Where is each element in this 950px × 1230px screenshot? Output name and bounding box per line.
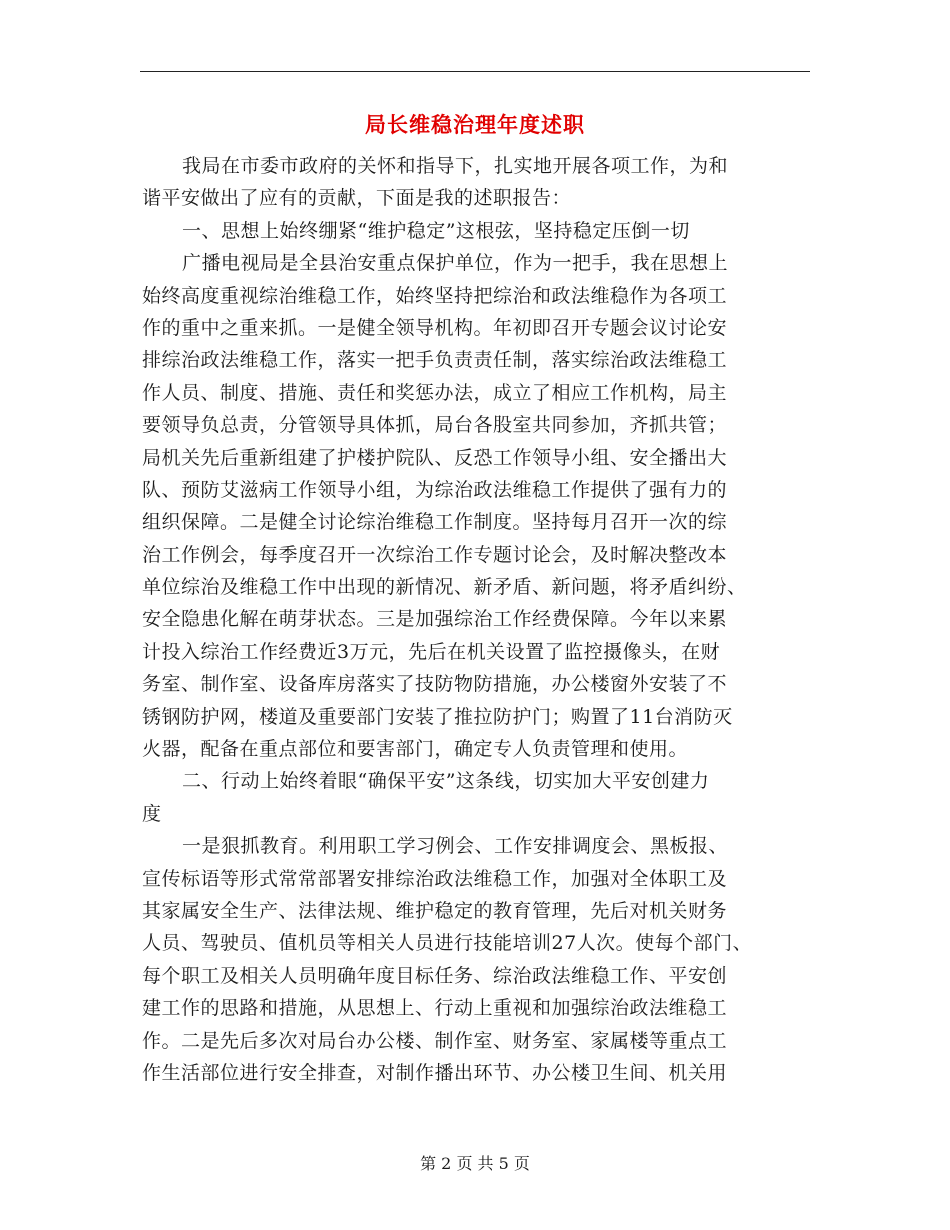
- paragraph-line: 人员、驾驶员、值机员等相关人员进行技能培训27人次。使每个部门、: [142, 932, 753, 955]
- paragraph-line: 谐平安做出了应有的贡献，下面是我的述职报告：: [142, 187, 572, 210]
- page-number-footer: 第 2 页 共 5 页: [420, 1154, 530, 1173]
- paragraph-line: 作的重中之重来抓。一是健全领导机构。年初即召开专题会议讨论安: [142, 316, 728, 339]
- paragraph-line: 计投入综治工作经费近3万元，先后在机关设置了监控摄像头，在财: [142, 640, 721, 663]
- section-heading-continuation: 度: [142, 802, 162, 825]
- paragraph-line: 队、预防艾滋病工作领导小组，为综治政法维稳工作提供了强有力的: [142, 478, 728, 501]
- document-body: [142, 150, 812, 1089]
- paragraph-line: 单位综治及维稳工作中出现的新情况、新矛盾、新问题，将矛盾纠纷、: [142, 576, 747, 599]
- paragraph-line: 安全隐患化解在萌芽状态。三是加强综治工作经费保障。今年以来累: [142, 608, 728, 631]
- paragraph-line: 局机关先后重新组建了护楼护院队、反恐工作领导小组、安全播出大: [142, 446, 728, 469]
- document-title: 局长维稳治理年度述职: [365, 112, 585, 137]
- section-heading: 二、行动上始终着眼“确保平安”这条线，切实加大平安创建力: [182, 770, 710, 793]
- paragraph-line: 我局在市委市政府的关怀和指导下，扎实地开展各项工作，为和: [182, 155, 729, 177]
- paragraph-line: 广播电视局是全县治安重点保护单位，作为一把手，我在思想上: [182, 252, 729, 275]
- paragraph-line: 宣传标语等形式常常部署安排综治政法维稳工作，加强对全体职工及: [142, 867, 728, 890]
- paragraph-line: 作。二是先后多次对局台办公楼、制作室、财务室、家属楼等重点工: [142, 1029, 728, 1052]
- paragraph-line: 锈钢防护网，楼道及重要部门安装了推拉防护门；购置了11台消防灭: [142, 705, 733, 728]
- paragraph-line: 火器，配备在重点部位和要害部门，确定专人负责管理和使用。: [142, 738, 689, 761]
- paragraph-line: 其家属安全生产、法律法规、维护稳定的教育管理，先后对机关财务: [142, 899, 728, 922]
- paragraph-line: 务室、制作室、设备库房落实了技防物防措施，办公楼窗外安装了不: [142, 673, 728, 696]
- paragraph-line: 组织保障。二是健全讨论综治维稳工作制度。坚持每月召开一次的综: [142, 511, 728, 534]
- paragraph-line: 一是狠抓教育。利用职工学习例会、工作安排调度会、黑板报、: [182, 835, 729, 858]
- paragraph-line: 作人员、制度、措施、责任和奖惩办法，成立了相应工作机构，局主: [142, 381, 728, 404]
- header-rule: [140, 71, 810, 72]
- paragraph-line: 作生活部位进行安全排查，对制作播出环节、办公楼卫生间、机关用: [142, 1061, 728, 1084]
- paragraph-line: 排综治政法维稳工作，落实一把手负责责任制，落实综治政法维稳工: [142, 349, 728, 372]
- paragraph-line: 始终高度重视综治维稳工作，始终坚持把综治和政法维稳作为各项工: [142, 284, 728, 307]
- section-heading: 一、思想上始终绷紧“维护稳定”这根弦，坚持稳定压倒一切: [182, 219, 690, 242]
- paragraph-line: 建工作的思路和措施，从思想上、行动上重视和加强综治政法维稳工: [142, 997, 728, 1020]
- paragraph-line: 每个职工及相关人员明确年度目标任务、综治政法维稳工作、平安创: [142, 964, 728, 987]
- paragraph-line: 要领导负总责，分管领导具体抓，局台各股室共同参加，齐抓共管；: [142, 414, 728, 437]
- paragraph-line: 治工作例会，每季度召开一次综治工作专题讨论会，及时解决整改本: [142, 543, 728, 566]
